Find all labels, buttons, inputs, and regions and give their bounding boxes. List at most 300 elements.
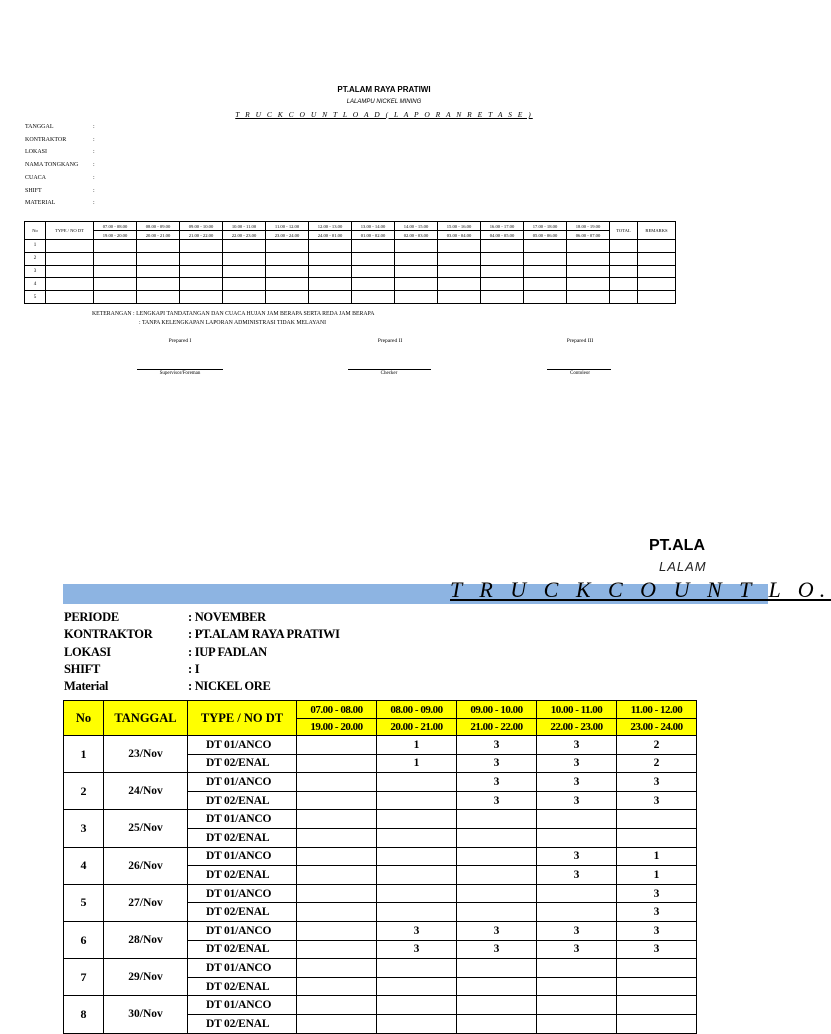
big-row-truck: DT 01/ANCO: [188, 847, 297, 866]
big-field-value: : IUP FADLAN: [188, 644, 267, 659]
big-count-cell: [617, 959, 697, 978]
mini-slot-day: 09.00 - 10.00: [180, 222, 223, 231]
big-row-no: 3: [64, 810, 104, 847]
big-count-cell: 3: [457, 940, 537, 959]
big-count-cell: [457, 996, 537, 1015]
mini-empty-cell: [481, 265, 524, 278]
big-count-cell: [297, 884, 377, 903]
mini-slot-night: 03.00 - 04.00: [438, 231, 481, 240]
big-count-cell: [297, 921, 377, 940]
mini-slot-day: 18.00 - 19.00: [567, 222, 610, 231]
mini-slot-night: 24.00 - 01.00: [309, 231, 352, 240]
big-count-cell: 1: [377, 736, 457, 755]
big-field-value: : NICKEL ORE: [188, 679, 271, 694]
mini-field-colon: :: [93, 149, 95, 156]
mini-empty-cell: [266, 252, 309, 265]
mini-empty-cell: [223, 291, 266, 304]
big-count-cell: 3: [617, 791, 697, 810]
big-count-cell: [457, 977, 537, 996]
big-count-cell: [297, 828, 377, 847]
mini-empty-cell: [180, 240, 223, 253]
mini-col-type: TYPE / NO DT: [46, 222, 94, 240]
mini-table-row: [25, 278, 676, 291]
big-count-cell: 3: [457, 921, 537, 940]
mini-empty-cell: [481, 240, 524, 253]
mini-empty-cell: [94, 278, 137, 291]
mini-field-label: NAMA TONGKANG: [25, 162, 79, 169]
big-count-cell: [377, 828, 457, 847]
mini-empty-cell: [610, 291, 638, 304]
role-checker: Checker: [380, 371, 398, 376]
mini-field-colon: :: [93, 136, 95, 143]
big-count-cell: [297, 847, 377, 866]
big-count-cell: [457, 884, 537, 903]
big-row-truck: DT 02/ENAL: [188, 754, 297, 773]
mini-empty-cell: [524, 252, 567, 265]
mini-empty-cell: [352, 240, 395, 253]
mini-empty-cell: [137, 240, 180, 253]
big-table-row: [64, 810, 697, 829]
mini-empty-cell: [395, 265, 438, 278]
mini-empty-cell: [395, 240, 438, 253]
big-row-date: 27/Nov: [104, 884, 188, 921]
mini-slot-night: 01.00 - 02.00: [352, 231, 395, 240]
mini-empty-cell: [438, 291, 481, 304]
mini-field-colon: :: [93, 124, 95, 130]
big-count-cell: [297, 773, 377, 792]
mini-subtitle: LALAMPU NICKEL MINING: [346, 99, 422, 105]
big-row-truck: DT 01/ANCO: [188, 736, 297, 755]
big-table-row: [64, 996, 697, 1015]
mini-slot-night: 19.00 - 20.00: [94, 231, 137, 240]
mini-field-label: LOKASI: [25, 149, 47, 156]
mini-empty-cell: [266, 278, 309, 291]
mini-note-line-2: : TANPA KELENGKAPAN LAPORAN ADMINISTRASI TIDAK MELAYANI: [139, 320, 327, 326]
big-row-truck: DT 01/ANCO: [188, 810, 297, 829]
big-count-cell: 3: [457, 736, 537, 755]
big-table-row: [64, 884, 697, 903]
mini-table-row: [25, 252, 676, 265]
mini-empty-cell: [94, 291, 137, 304]
mini-slot-night: 20.00 - 21.00: [137, 231, 180, 240]
mini-empty-cell: [638, 278, 676, 291]
mini-slot-day: 12.00 - 13.00: [309, 222, 352, 231]
mini-col-remarks: REMARKS: [638, 222, 676, 240]
big-company-name: PT.ALA: [649, 537, 705, 554]
mini-empty-cell: [567, 291, 610, 304]
big-count-cell: 3: [537, 866, 617, 885]
mini-row-no: 5: [25, 291, 46, 304]
mini-field-label: TANGGAL: [25, 124, 54, 130]
mini-empty-cell: [395, 252, 438, 265]
big-count-cell: [537, 828, 617, 847]
mini-field-row: [25, 188, 225, 201]
mini-empty-cell: [46, 252, 94, 265]
big-row-date: 30/Nov: [104, 996, 188, 1033]
big-row-truck: DT 02/ENAL: [188, 1014, 297, 1033]
mini-empty-cell: [524, 278, 567, 291]
big-count-cell: [537, 977, 617, 996]
big-count-cell: [297, 959, 377, 978]
big-field-value: : NOVEMBER: [188, 610, 266, 624]
big-row-truck: DT 02/ENAL: [188, 791, 297, 810]
mini-truck-count-table: [24, 221, 676, 304]
mini-slot-night: 02.00 - 03.00: [395, 231, 438, 240]
mini-empty-cell: [180, 252, 223, 265]
big-count-cell: [377, 810, 457, 829]
big-field-label: KONTRAKTOR: [64, 627, 153, 642]
mini-field-label: SHIFT: [25, 187, 42, 194]
big-count-cell: [297, 736, 377, 755]
mini-empty-cell: [352, 291, 395, 304]
big-count-cell: [537, 810, 617, 829]
big-row-no: 2: [64, 773, 104, 810]
mini-field-row: [25, 200, 225, 213]
mini-table-row: [25, 240, 676, 253]
big-col-no: No: [64, 701, 104, 736]
big-count-cell: 3: [617, 903, 697, 922]
big-row-truck: DT 01/ANCO: [188, 959, 297, 978]
mini-row-no: 4: [25, 278, 46, 291]
big-field-value: : I: [188, 661, 200, 676]
big-count-cell: [377, 1014, 457, 1033]
mini-empty-cell: [610, 265, 638, 278]
mini-empty-cell: [46, 265, 94, 278]
big-slot-night: 20.00 - 21.00: [377, 719, 457, 736]
big-row-truck: DT 01/ANCO: [188, 773, 297, 792]
big-slot-night: 21.00 - 22.00: [457, 719, 537, 736]
big-count-cell: [537, 996, 617, 1015]
big-row-no: 1: [64, 736, 104, 773]
mini-empty-cell: [395, 278, 438, 291]
big-field-row: [64, 627, 340, 644]
big-count-cell: [537, 1014, 617, 1033]
mini-note-line-1: KETERANGAN : LENGKAPI TANDATANGAN DAN CUACA HUJAN JAM BERAPA SERTA REDA JAM BERAPA: [92, 311, 375, 317]
mini-empty-cell: [481, 252, 524, 265]
big-slot-night: 22.00 - 23.00: [537, 719, 617, 736]
mini-empty-cell: [567, 252, 610, 265]
mini-slot-night: 23.00 - 24.00: [266, 231, 309, 240]
big-count-cell: [377, 773, 457, 792]
mini-empty-cell: [352, 265, 395, 278]
big-truck-count-table: [63, 700, 697, 1034]
big-report-title: T R U C K C O U N T L O.: [450, 577, 831, 602]
big-field-label: LOKASI: [64, 644, 111, 659]
mini-empty-cell: [223, 240, 266, 253]
big-field-row: [64, 610, 266, 627]
big-count-cell: 3: [537, 940, 617, 959]
big-count-cell: 3: [537, 847, 617, 866]
mini-empty-cell: [266, 291, 309, 304]
mini-empty-cell: [46, 291, 94, 304]
mini-report-title: T R U C K C O U N T L O A D ( L A P O R A N R E T A S E ): [235, 110, 533, 119]
big-count-cell: [457, 959, 537, 978]
signature-line-1: [137, 369, 223, 370]
big-table-row: [64, 959, 697, 978]
big-count-cell: 3: [537, 791, 617, 810]
big-row-truck: DT 02/ENAL: [188, 977, 297, 996]
mini-col-total: TOTAL: [610, 222, 638, 240]
mini-empty-cell: [638, 291, 676, 304]
big-count-cell: 3: [617, 773, 697, 792]
big-count-cell: [377, 996, 457, 1015]
mini-empty-cell: [567, 240, 610, 253]
mini-empty-cell: [610, 278, 638, 291]
big-count-cell: 3: [457, 754, 537, 773]
big-count-cell: 3: [537, 773, 617, 792]
big-count-cell: [617, 828, 697, 847]
big-count-cell: [297, 866, 377, 885]
mini-empty-cell: [524, 291, 567, 304]
big-count-cell: [297, 791, 377, 810]
big-field-label: Material: [64, 679, 109, 694]
big-count-cell: [377, 791, 457, 810]
big-row-date: 28/Nov: [104, 921, 188, 958]
mini-row-no: 1: [25, 240, 46, 253]
mini-empty-cell: [223, 252, 266, 265]
big-count-cell: [297, 903, 377, 922]
mini-field-row: [25, 162, 225, 175]
mini-slot-day: 11.00 - 12.00: [266, 222, 309, 231]
big-row-date: 24/Nov: [104, 773, 188, 810]
mini-slot-night: 22.00 - 23.00: [223, 231, 266, 240]
big-count-cell: [297, 1014, 377, 1033]
mini-empty-cell: [567, 278, 610, 291]
mini-empty-cell: [438, 278, 481, 291]
mini-empty-cell: [438, 252, 481, 265]
signature-line-3: [547, 369, 611, 370]
signature-line-2: [348, 369, 431, 370]
big-count-cell: 3: [377, 921, 457, 940]
mini-empty-cell: [610, 252, 638, 265]
big-count-cell: [377, 977, 457, 996]
big-count-cell: 1: [617, 866, 697, 885]
big-row-date: 29/Nov: [104, 959, 188, 996]
big-field-row: [64, 679, 271, 696]
role-supervisor: Supervisor/Foreman: [159, 371, 201, 376]
big-table-row: [64, 773, 697, 792]
mini-empty-cell: [638, 265, 676, 278]
big-count-cell: 2: [617, 754, 697, 773]
big-field-row: [64, 662, 199, 679]
big-row-truck: DT 01/ANCO: [188, 996, 297, 1015]
big-count-cell: [377, 903, 457, 922]
mini-field-colon: :: [93, 187, 95, 194]
mini-empty-cell: [266, 265, 309, 278]
big-row-no: 7: [64, 959, 104, 996]
mini-empty-cell: [610, 240, 638, 253]
mini-empty-cell: [266, 240, 309, 253]
big-row-date: 26/Nov: [104, 847, 188, 884]
mini-empty-cell: [352, 278, 395, 291]
big-count-cell: 1: [617, 847, 697, 866]
big-row-truck: DT 02/ENAL: [188, 940, 297, 959]
mini-empty-cell: [309, 265, 352, 278]
big-slot-day: 11.00 - 12.00: [617, 701, 697, 719]
mini-slot-night: 04.00 - 05.00: [481, 231, 524, 240]
mini-empty-cell: [352, 252, 395, 265]
big-row-no: 4: [64, 847, 104, 884]
big-count-cell: 3: [617, 884, 697, 903]
big-count-cell: 2: [617, 736, 697, 755]
big-row-no: 8: [64, 996, 104, 1033]
big-count-cell: [537, 959, 617, 978]
mini-company-name: PT.ALAM RAYA PRATIWI: [337, 85, 431, 94]
big-count-cell: [377, 847, 457, 866]
big-count-cell: [617, 1014, 697, 1033]
mini-empty-cell: [524, 240, 567, 253]
mini-empty-cell: [309, 240, 352, 253]
mini-empty-cell: [94, 252, 137, 265]
big-count-cell: 3: [617, 940, 697, 959]
mini-table-row: [25, 291, 676, 304]
big-subtitle: LALAM: [659, 559, 707, 574]
big-row-truck: DT 01/ANCO: [188, 884, 297, 903]
big-count-cell: [457, 847, 537, 866]
mini-field-colon: :: [93, 200, 95, 207]
big-field-label: PERIODE: [64, 610, 119, 624]
big-row-no: 6: [64, 921, 104, 958]
big-slot-day: 07.00 - 08.00: [297, 701, 377, 719]
mini-slot-night: 05.00 - 06.00: [524, 231, 567, 240]
big-count-cell: 3: [457, 791, 537, 810]
mini-field-row: [25, 149, 225, 162]
mini-empty-cell: [180, 278, 223, 291]
mini-empty-cell: [137, 278, 180, 291]
mini-slot-day: 14.00 - 15.00: [395, 222, 438, 231]
role-controller: Contoleor: [570, 371, 590, 376]
big-count-cell: [377, 866, 457, 885]
mini-slot-day: 13.00 - 14.00: [352, 222, 395, 231]
mini-row-no: 2: [25, 252, 46, 265]
big-count-cell: [297, 810, 377, 829]
mini-empty-cell: [94, 265, 137, 278]
mini-empty-cell: [46, 278, 94, 291]
big-count-cell: [617, 977, 697, 996]
mini-field-label: CUACA: [25, 174, 47, 181]
big-slot-day: 08.00 - 09.00: [377, 701, 457, 719]
big-field-value: : PT.ALAM RAYA PRATIWI: [188, 627, 340, 642]
mini-empty-cell: [481, 291, 524, 304]
mini-empty-cell: [137, 265, 180, 278]
mini-empty-cell: [180, 291, 223, 304]
big-count-cell: [617, 810, 697, 829]
mini-field-row: [25, 124, 225, 137]
big-row-date: 23/Nov: [104, 736, 188, 773]
big-count-cell: [537, 884, 617, 903]
big-slot-day: 10.00 - 11.00: [537, 701, 617, 719]
mini-slot-day: 16.00 - 17.00: [481, 222, 524, 231]
mini-field-colon: :: [93, 162, 95, 169]
big-row-date: 25/Nov: [104, 810, 188, 847]
mini-empty-cell: [638, 252, 676, 265]
mini-empty-cell: [309, 278, 352, 291]
mini-empty-cell: [309, 252, 352, 265]
big-col-date: TANGGAL: [104, 701, 188, 736]
mini-slot-night: 06.00 - 07.00: [567, 231, 610, 240]
mini-slot-day: 08.00 - 09.00: [137, 222, 180, 231]
mini-col-no: No: [25, 222, 46, 240]
mini-empty-cell: [137, 291, 180, 304]
big-row-truck: DT 02/ENAL: [188, 866, 297, 885]
mini-empty-cell: [223, 265, 266, 278]
mini-field-label: KONTRAKTOR: [25, 136, 67, 143]
big-row-truck: DT 01/ANCO: [188, 921, 297, 940]
mini-empty-cell: [46, 240, 94, 253]
mini-table-row: [25, 265, 676, 278]
big-count-cell: 3: [537, 754, 617, 773]
mini-empty-cell: [223, 278, 266, 291]
mini-field-row: [25, 175, 225, 188]
big-count-cell: 3: [537, 736, 617, 755]
mini-empty-cell: [438, 265, 481, 278]
big-count-cell: [377, 884, 457, 903]
big-count-cell: [297, 977, 377, 996]
big-row-truck: DT 02/ENAL: [188, 903, 297, 922]
mini-empty-cell: [567, 265, 610, 278]
mini-field-label: MATERIAL: [25, 200, 56, 207]
big-count-cell: [457, 828, 537, 847]
mini-empty-cell: [94, 240, 137, 253]
big-field-row: [64, 645, 267, 662]
mini-empty-cell: [438, 240, 481, 253]
big-row-truck: DT 02/ENAL: [188, 828, 297, 847]
mini-empty-cell: [180, 265, 223, 278]
big-count-cell: [617, 996, 697, 1015]
mini-empty-cell: [638, 240, 676, 253]
mini-slot-day: 07.00 - 08.00: [94, 222, 137, 231]
big-count-cell: [457, 1014, 537, 1033]
big-count-cell: [537, 903, 617, 922]
big-count-cell: [297, 754, 377, 773]
mini-empty-cell: [137, 252, 180, 265]
big-table-row: [64, 847, 697, 866]
prepared-3-label: Prepared III: [566, 338, 594, 344]
big-count-cell: [457, 866, 537, 885]
big-count-cell: [457, 903, 537, 922]
mini-slot-day: 15.00 - 16.00: [438, 222, 481, 231]
mini-empty-cell: [524, 265, 567, 278]
mini-empty-cell: [309, 291, 352, 304]
mini-field-row: [25, 137, 225, 150]
big-row-no: 5: [64, 884, 104, 921]
big-count-cell: [297, 996, 377, 1015]
prepared-2-label: Prepared II: [377, 338, 403, 344]
big-count-cell: [297, 940, 377, 959]
big-slot-night: 19.00 - 20.00: [297, 719, 377, 736]
big-count-cell: 1: [377, 754, 457, 773]
big-slot-night: 23.00 - 24.00: [617, 719, 697, 736]
big-slot-day: 09.00 - 10.00: [457, 701, 537, 719]
mini-empty-cell: [481, 278, 524, 291]
big-field-label: SHIFT: [64, 661, 101, 676]
mini-row-no: 3: [25, 265, 46, 278]
mini-slot-day: 10.00 - 11.00: [223, 222, 266, 231]
big-table-row: [64, 921, 697, 940]
big-count-cell: 3: [617, 921, 697, 940]
mini-field-colon: :: [93, 174, 95, 181]
big-count-cell: [377, 959, 457, 978]
big-count-cell: 3: [537, 921, 617, 940]
mini-empty-cell: [395, 291, 438, 304]
mini-slot-night: 21.00 - 22.00: [180, 231, 223, 240]
big-count-cell: [457, 810, 537, 829]
big-table-row: [64, 736, 697, 755]
mini-slot-day: 17.00 - 18.00: [524, 222, 567, 231]
big-col-type: TYPE / NO DT: [188, 701, 297, 736]
prepared-1-label: Prepared I: [168, 338, 192, 344]
big-count-cell: 3: [457, 773, 537, 792]
